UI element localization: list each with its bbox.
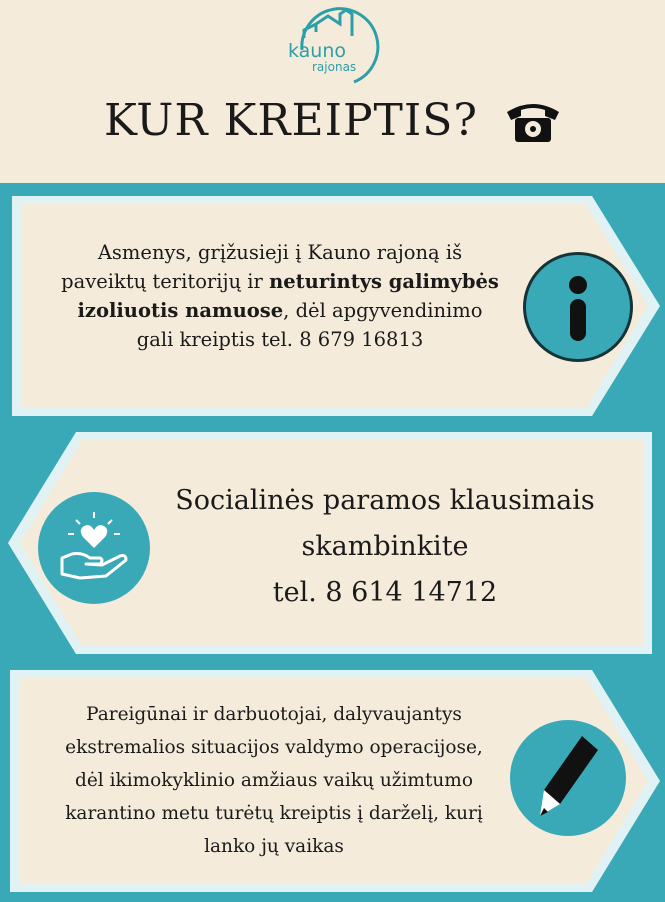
card2-text bbox=[150, 478, 620, 616]
card1-line3 bbox=[30, 296, 530, 325]
card3-text bbox=[24, 698, 524, 863]
card1-line1: Asmenys, grįžusieji į Kauno rajoną iš bbox=[97, 241, 463, 264]
card1-line2-plain: paveiktų teritorijų ir bbox=[61, 270, 270, 293]
card1-line4: gali kreiptis tel. 8 679 16813 bbox=[136, 328, 424, 351]
card1-line3-bold: izoliuotis namuose bbox=[77, 299, 284, 322]
logo-line2: rajonas bbox=[312, 60, 357, 74]
card1-line2-bold: neturintys galimybės bbox=[269, 270, 499, 293]
card-accommodation bbox=[0, 196, 665, 416]
card-social-support bbox=[0, 432, 665, 654]
card1-line2 bbox=[30, 267, 530, 296]
card3-line1: Pareigūnai ir darbuotojai, dalyvaujantys bbox=[86, 704, 462, 725]
title-text: KUR KREIPTIS? bbox=[103, 95, 479, 146]
card3-line3: dėl ikimokyklinio amžiaus vaikų užimtumo bbox=[75, 770, 473, 791]
pencil-icon bbox=[510, 720, 626, 836]
card1-line3-plain: , dėl apgyvendinimo bbox=[283, 299, 483, 322]
card2-line3: tel. 8 614 14712 bbox=[272, 577, 498, 608]
card3-line5: lanko jų vaikas bbox=[204, 836, 344, 857]
card2-line1: Socialinės paramos klausimais bbox=[175, 485, 595, 516]
info-icon bbox=[523, 252, 633, 362]
card-kindergarten bbox=[0, 670, 665, 892]
phone-icon bbox=[505, 98, 561, 144]
page-title bbox=[0, 92, 665, 146]
heart-hand-icon bbox=[38, 492, 150, 604]
card3-line2: ekstremalios situacijos valdymo operacijose, bbox=[65, 737, 483, 758]
kauno-rajonas-logo bbox=[282, 2, 382, 90]
logo-line1: kauno bbox=[288, 40, 347, 62]
card2-line2: skambinkite bbox=[301, 531, 469, 562]
card1-text bbox=[30, 238, 530, 354]
card3-line4: karantino metu turėtų kreiptis į darželį, kurį bbox=[65, 803, 483, 824]
